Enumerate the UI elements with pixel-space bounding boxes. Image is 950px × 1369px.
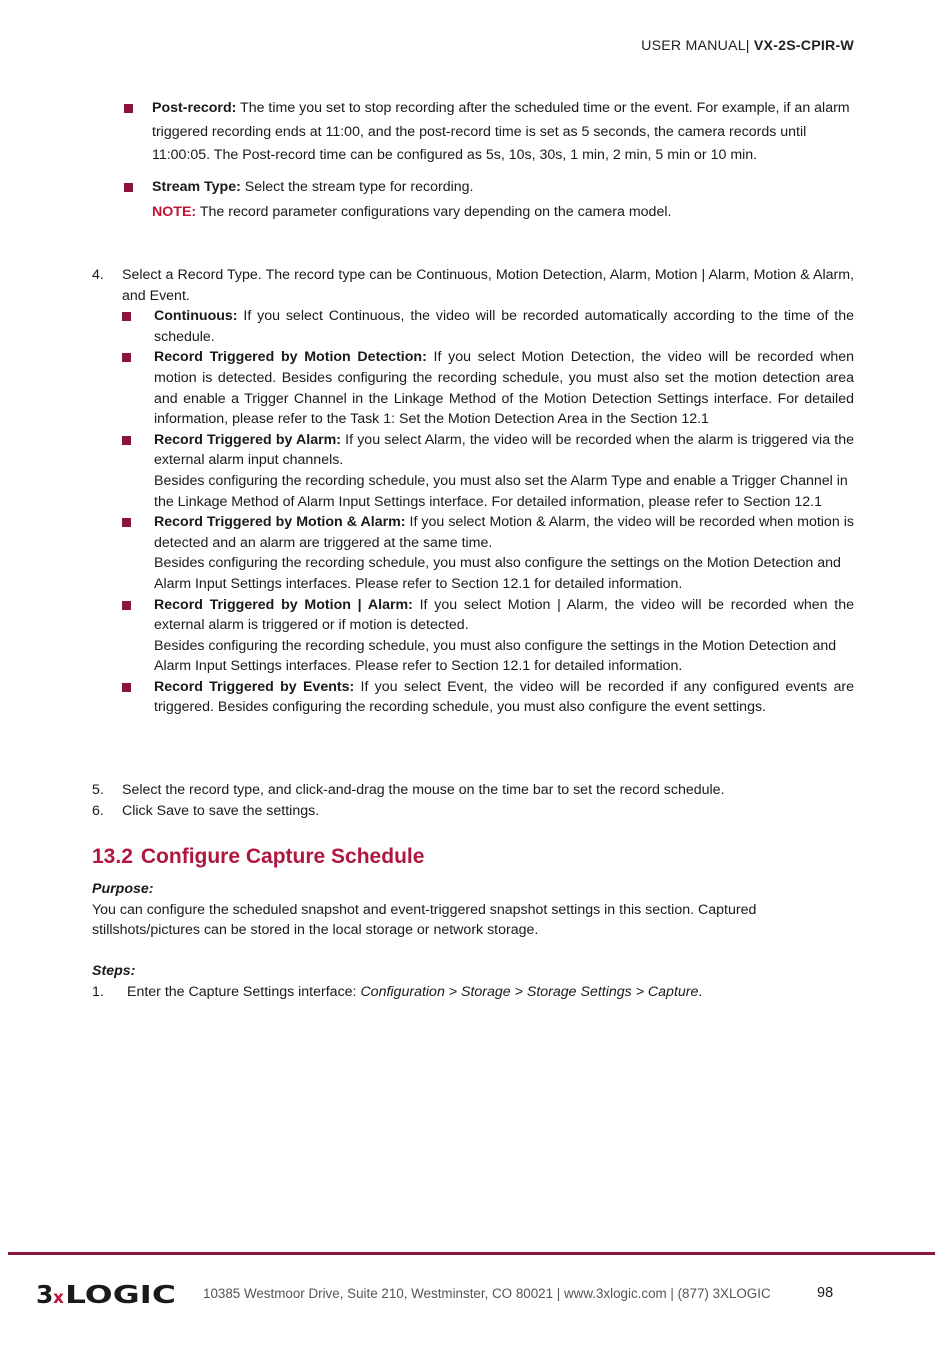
item-text: Select the stream type for recording. [240,178,474,195]
square-bullet-icon [122,436,131,445]
step-text: Select a Record Type. The record type can be Continuous, Motion Detection, Alarm, Motion | Alarm, Motion & Alarm, and Event. [122,267,854,304]
steps-label: Steps: [92,963,136,979]
item-text: If you select Motion | Alarm, the video will be recorded when the external alarm is triggered or if motion is detected. [154,596,854,634]
header-prefix: USER MANUAL| [641,38,750,54]
item-extra: Besides configuring the recording schedule, you must also set the Alarm Type and enable a Trigger Channel in the Linkage Method of Alarm Input Settings interface. For detailed information, please refer to Section 12.1 [154,472,848,510]
term: Record Triggered by Motion & Alarm: [154,514,406,531]
list-item [124,176,854,200]
item-extra: Besides configuring the recording schedule, you must also configure the settings in the Motion Detection and Alarm Input Settings interfaces. Please refer to Section 12.1 for detailed information. [154,637,837,675]
item-text: If you select Event, the video will be recorded if any configured events are triggered. Besides configuring the recording schedule, you must also configure the event settings. [154,678,854,716]
list-item [122,595,854,677]
list-item [122,512,854,594]
step-text: Enter the Capture Settings interface: [127,983,361,1000]
section-heading [92,843,424,871]
company-logo [36,1276,178,1310]
purpose-text: You can configure the scheduled snapshot and event-triggered snapshot settings in this section. Captured stillshots/pictures can be stored in the local storage or network storage. [92,901,757,939]
item-text: If you select Alarm, the video will be recorded when the alarm is triggered via the external alarm input channels. [154,431,854,469]
purpose-label: Purpose: [92,881,154,897]
top-bullet-list [124,97,854,224]
term: Stream Type: [152,178,241,195]
step-text: Select the record type, and click-and-drag the mouse on the time bar to set the record schedule. [122,782,725,798]
square-bullet-icon [124,104,133,113]
svg-text:LOGIC: LOGIC [65,1280,176,1309]
term: Continuous: [154,308,238,325]
record-type-list [122,306,854,718]
section-title: Configure Capture Schedule [140,845,425,868]
square-bullet-icon [122,518,131,527]
section-number: 13.2 [92,845,133,868]
term: Record Triggered by Events: [154,678,355,695]
term: Record Triggered by Motion | Alarm: [154,596,413,613]
step-number: 5. [92,782,104,798]
term: Record Triggered by Alarm: [154,431,341,448]
square-bullet-icon [122,353,131,362]
note-text: The record parameter configurations vary depending on the camera model. [196,204,672,221]
term: Post-record: [152,100,237,116]
list-item [92,982,854,1003]
list-item [122,677,854,718]
item-text: If you select Motion Detection, the video will be recorded when motion is detected. Besides configuring the recording schedule, you must also set the motion detection area and enable a Trigger Channel in the Linkage Method of the Motion Detection Settings interface. For detailed information, please refer to the Task 1: Set the Motion Detection Area in the Section 12.1 [154,349,854,428]
menu-path: Configuration > Storage > Storage Settings > Capture [360,983,699,1000]
list-item [122,347,854,429]
purpose-block [92,879,854,941]
step-number: 1. [92,983,104,1000]
term: Record Triggered by Motion Detection: [154,349,427,366]
list-item [124,97,854,168]
steps-block [92,961,854,1002]
square-bullet-icon [122,683,131,692]
footer-address: 10385 Westmoor Drive, Suite 210, Westminster, CO 80021 | www.3xlogic.com | (877) 3XLOGIC [203,1286,771,1301]
item-extra: Besides configuring the recording schedule, you must also configure the settings on the Motion Detection and Alarm Input Settings interfaces. Please refer to Section 12.1 for detailed information. [154,555,841,592]
list-item [92,801,854,822]
item-text: If you select Motion & Alarm, the video will be recorded when motion is detected and an alarm are triggered at the same time. [154,514,855,551]
list-item [92,265,854,718]
footer-divider [8,1252,935,1255]
header-model: VX-2S-CPIR-W [753,38,854,54]
list-item [122,306,854,347]
item-text: The time you set to stop recording after the scheduled time or the event. For example, if an alarm triggered recording ends at 11:00, and the post-record time is set as 5 seconds, the camera records until 11:00:05. The Post-record time can be configured as 5s, 10s, 30s, 1 min, 2 min, 5 min or 10 min. [152,100,850,164]
step-text: Click Save to save the settings. [122,802,320,819]
step-number: 4. [92,267,104,283]
note [124,201,854,224]
square-bullet-icon [122,312,131,321]
svg-text:x: x [53,1288,64,1308]
note-label: NOTE: [152,204,197,221]
list-item [92,780,854,801]
square-bullet-icon [124,183,133,192]
item-text: If you select Continuous, the video will be recorded automatically according to the time of the schedule. [154,308,854,345]
square-bullet-icon [122,601,131,610]
step-4 [92,265,854,718]
step-end: . [698,983,703,1000]
svg-text:3: 3 [36,1280,54,1309]
list-item [122,430,854,512]
steps-5-6 [92,780,854,821]
page-header [641,36,854,57]
page-number: 98 [817,1285,834,1301]
step-number: 6. [92,802,104,819]
